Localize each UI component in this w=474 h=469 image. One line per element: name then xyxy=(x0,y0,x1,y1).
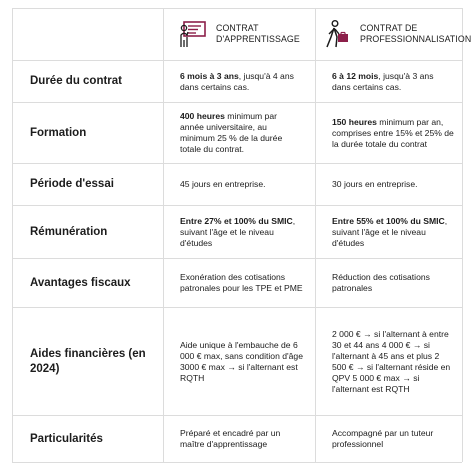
column-header-apprentissage xyxy=(178,10,300,58)
row-label: Durée du contrat xyxy=(30,75,123,87)
cell-professionnalisation xyxy=(318,416,460,462)
grid-line xyxy=(163,8,164,462)
walking-professional-icon xyxy=(322,19,352,49)
row-label: Aides financières (en 2024) xyxy=(30,347,146,375)
grid-line xyxy=(12,8,462,9)
cell-professionnalisation xyxy=(318,103,460,163)
cell-text: Exonération des cotisations patronales pour les TPE et PME xyxy=(180,272,303,293)
cell-apprentissage xyxy=(166,206,309,258)
cell-text: minimum par an, comprises entre 15% et 25% de la durée totale du contrat xyxy=(332,116,454,149)
cell-apprentissage xyxy=(166,308,309,415)
header-title-line: CONTRAT DE xyxy=(360,23,418,33)
grid-line xyxy=(315,8,316,462)
cell-text: minimum par année universitaire, au minimum 25 % de la durée totale du contrat. xyxy=(180,111,283,154)
cell-professionnalisation xyxy=(318,259,460,307)
row-label: Particularités xyxy=(30,432,103,445)
grid-line xyxy=(12,462,462,463)
cell-professionnalisation xyxy=(318,308,460,415)
cell-text: 30 jours en entreprise. xyxy=(332,179,418,189)
grid-line xyxy=(462,8,463,462)
cell-professionnalisation xyxy=(318,206,460,258)
column-header-professionnalisation xyxy=(322,10,471,58)
column-header-title xyxy=(216,23,300,45)
cell-text: , suivant l'âge et le niveau d'études xyxy=(180,215,296,248)
teacher-board-icon xyxy=(178,19,208,49)
cell-professionnalisation xyxy=(318,164,460,205)
row-label: Avantages fiscaux xyxy=(30,276,131,289)
header-title-line: PROFESSIONNALISATION xyxy=(360,34,472,44)
cell-text: Préparé et encadré par un maître d'apprentissage xyxy=(180,428,281,449)
cell-professionnalisation xyxy=(318,61,460,102)
cell-text: , jusqu'à 4 ans dans certains cas. xyxy=(180,70,294,92)
cell-apprentissage xyxy=(166,416,309,462)
cell-apprentissage xyxy=(166,259,309,307)
cell-bold-text: Entre 27% et 100% du SMIC xyxy=(180,215,293,226)
cell-bold-text: 400 heures xyxy=(180,111,225,121)
cell-apprentissage xyxy=(166,61,309,102)
cell-text: , jusqu'à 3 ans dans certains cas. xyxy=(332,70,434,92)
row-label: Rémunération xyxy=(30,225,108,238)
cell-text: Accompagné par un tuteur professionnel xyxy=(332,428,434,449)
column-header-title xyxy=(360,23,471,45)
cell-bold-text: 6 mois à 3 ans xyxy=(180,70,239,81)
cell-text: Réduction des cotisations patronales xyxy=(332,272,430,293)
cell-bold-text: 6 à 12 mois xyxy=(332,70,379,81)
cell-bold-text: Entre 55% et 100% du SMIC xyxy=(332,215,445,226)
cell-apprentissage xyxy=(166,103,309,163)
row-label: Formation xyxy=(30,126,87,139)
cell-text: 45 jours en entreprise. xyxy=(180,179,266,189)
cell-bold-text: 150 heures xyxy=(332,116,377,127)
row-label: Période d'essai xyxy=(30,178,114,190)
cell-text: , suivant l'âge et le niveau d'études xyxy=(332,215,448,248)
grid-line xyxy=(12,8,13,462)
header-title-line: CONTRAT xyxy=(216,23,259,33)
header-title-line: D'APPRENTISSAGE xyxy=(216,34,300,44)
cell-text: 2 000 € → si l'alternant à entre 30 et 44 ans 4 000 € → si l'alternant à 45 ans et plus 2 500 € → si l'alternant réside en QPV 5 000 € max → si l'alternant est RQTH xyxy=(332,328,451,394)
cell-apprentissage xyxy=(166,164,309,205)
cell-text: Aide unique à l'embauche de 6 000 € max, sans condition d'âge 3000 € max → si l'alternant est RQTH xyxy=(180,339,303,383)
